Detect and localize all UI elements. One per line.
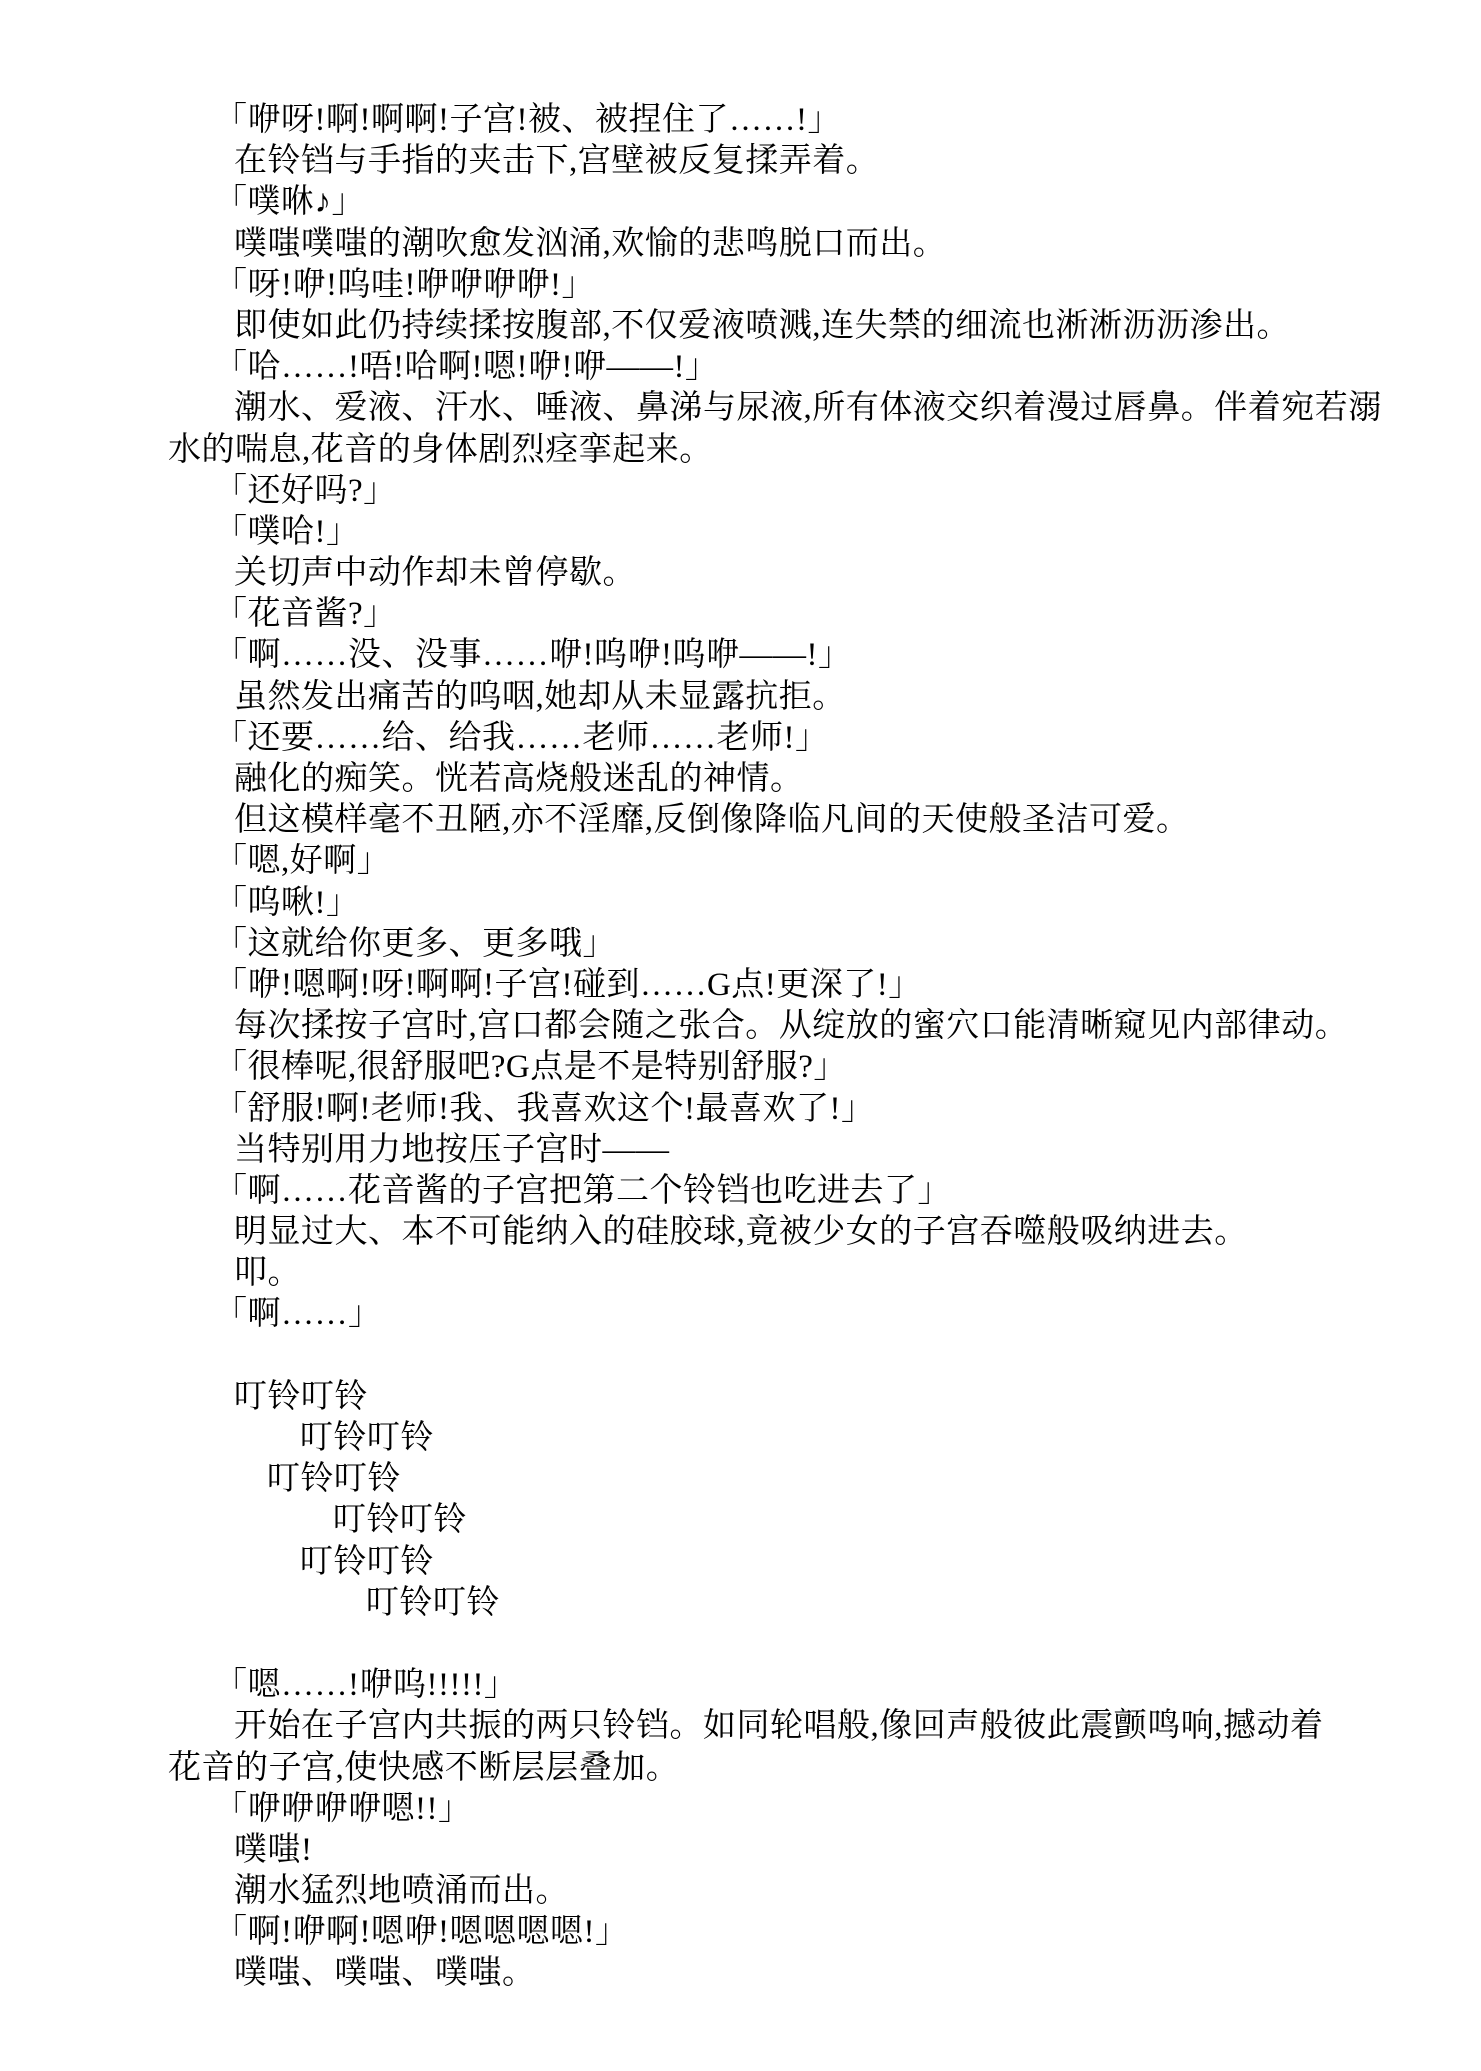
blank-line — [0, 1336, 1481, 1377]
text-line: 但这模样毫不丑陋,亦不淫靡,反倒像降临凡间的天使般圣洁可爱。 — [234, 802, 1190, 839]
text-line: 每次揉按子宫时,宫口都会随之张合。从绽放的蜜穴口能清晰窥见内部律动。 — [234, 1008, 1349, 1045]
text-line: 「花音酱?」 — [214, 596, 397, 633]
text-line: 融化的痴笑。恍若高烧般迷乱的神情。 — [234, 761, 804, 797]
text-line: 噗嗤噗嗤的潮吹愈发汹涌,欢愉的悲鸣脱口而出。 — [234, 225, 947, 262]
text-line: 「嗯,好啊」 — [214, 843, 391, 880]
text-line: 「咿!嗯啊!呀!啊啊!子宫!碰到……G点!更深了!」 — [214, 966, 922, 1003]
text-line: 水的喘息,花音的身体剧烈痉挛起来。 — [168, 431, 713, 468]
text-line: 「咿呀!啊!啊啊!子宫!被、被捏住了……!」 — [214, 102, 841, 138]
text-line: 「咿咿咿咿嗯!!」 — [214, 1790, 472, 1827]
text-line: 叮铃叮铃 — [300, 1543, 434, 1580]
text-line: 「啊……花音酱的子宫把第二个铃铛也吃进去了」 — [214, 1172, 951, 1209]
text-line: 叮铃叮铃 — [267, 1461, 401, 1498]
text-line: 潮水、爱液、汗水、唾液、鼻涕与尿液,所有体液交织着漫过唇鼻。伴着宛若溺 — [234, 390, 1382, 427]
text-line: 「噗哈!」 — [214, 513, 360, 550]
blank-line — [0, 1624, 1481, 1665]
text-line: 当特别用力地按压子宫时—— — [234, 1131, 670, 1168]
text-line: 开始在子宫内共振的两只铃铛。如同轮唱般,像回声般彼此震颤鸣响,撼动着 — [234, 1708, 1324, 1745]
text-body — [0, 100, 1481, 1995]
text-line: 「舒服!啊!老师!我、我喜欢这个!最喜欢了!」 — [214, 1090, 875, 1127]
text-line: 叮铃叮铃 — [366, 1584, 500, 1621]
text-line: 叩。 — [234, 1255, 301, 1292]
text-line: 即使如此仍持续揉按腹部,不仅爱液喷溅,连失禁的细流也淅淅沥沥渗出。 — [234, 307, 1290, 344]
text-line: 潮水猛烈地喷涌而出。 — [234, 1873, 569, 1910]
text-line: 「嗯……!咿呜!!!!!」 — [214, 1667, 518, 1704]
text-line: 叮铃叮铃 — [234, 1378, 368, 1415]
text-line: 叮铃叮铃 — [300, 1420, 434, 1456]
text-line: 「还要……给、给我……老师……老师!」 — [214, 719, 829, 756]
text-line: 「呀!咿!呜哇!咿咿咿咿!」 — [214, 266, 595, 303]
text-line: 噗嗤、噗嗤、噗嗤。 — [234, 1955, 536, 1992]
text-line: 虽然发出痛苦的呜咽,她却从未显露抗拒。 — [234, 678, 846, 715]
text-line: 「啊……」 — [214, 1296, 382, 1333]
text-line: 花音的子宫,使快感不断层层叠加。 — [168, 1749, 680, 1786]
text-line: 「啊!咿啊!嗯咿!嗯嗯嗯嗯!」 — [214, 1914, 629, 1951]
text-line: 在铃铛与手指的夹击下,宫壁被反复揉弄着。 — [234, 143, 880, 180]
text-line: 明显过大、本不可能纳入的硅胶球,竟被少女的子宫吞噬般吸纳进去。 — [234, 1214, 1248, 1251]
text-line: 「哈……!唔!哈啊!嗯!咿!咿——!」 — [214, 349, 719, 386]
text-line: 「还好吗?」 — [214, 472, 397, 509]
text-line: 关切声中动作却未曾停歇。 — [234, 555, 636, 592]
text-line: 「噗咻♪」 — [214, 184, 365, 221]
text-line: 「很棒呢,很舒服吧?G点是不是特别舒服?」 — [214, 1049, 847, 1086]
text-line: 噗嗤! — [234, 1831, 313, 1868]
text-line: 「啊……没、没事……咿!呜咿!呜咿——!」 — [214, 637, 852, 674]
text-line: 「呜啾!」 — [214, 884, 360, 921]
text-line: 「这就给你更多、更多哦」 — [214, 925, 616, 962]
text-line: 叮铃叮铃 — [333, 1502, 467, 1539]
